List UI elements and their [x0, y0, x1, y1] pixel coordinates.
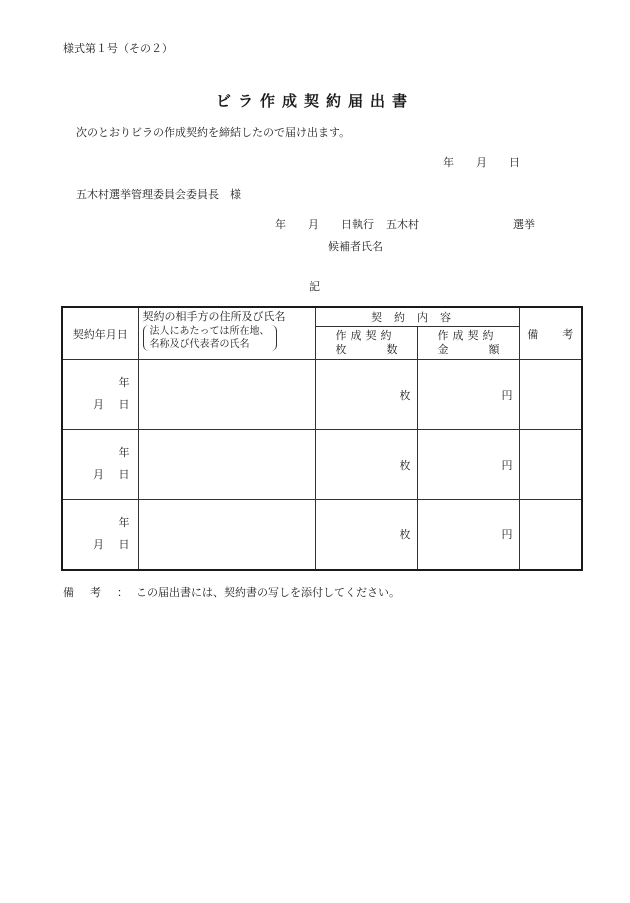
row-month-label: 月 [93, 468, 104, 481]
row-amount-cell: 円 [417, 430, 519, 500]
header-count-char-a: 枚 [335, 343, 347, 356]
row-year-label: 年 [118, 446, 130, 459]
row-party-cell [138, 500, 315, 570]
header-amount-char-b: 額 [488, 343, 500, 356]
row-party-cell [138, 360, 315, 430]
election-execution-line [275, 216, 535, 232]
row-day-label: 日 [118, 468, 130, 481]
row-remarks-cell [519, 430, 582, 500]
header-amount-char-a: 金 [437, 343, 449, 356]
footnote-label-char-b: 考 [90, 586, 101, 599]
header-count-line1: 作成契約 [335, 329, 396, 342]
row-date-cell [62, 500, 138, 570]
row-remarks-cell [519, 500, 582, 570]
header-count-char-b: 数 [386, 343, 398, 356]
row-remarks-cell [519, 360, 582, 430]
date-year-label: 年 [443, 156, 454, 169]
header-party-note-line2: 名称及び代表者の氏名 [149, 339, 250, 350]
submission-date [443, 154, 520, 170]
date-day-label: 日 [509, 156, 520, 169]
row-count-cell: 枚 [315, 500, 417, 570]
footnote-colon: ： [117, 586, 128, 599]
row-count-cell: 枚 [315, 360, 417, 430]
footnote-label-char-a: 備 [63, 586, 74, 599]
header-count [315, 327, 417, 360]
row-amount-cell: 円 [417, 360, 519, 430]
row-amount-cell: 円 [417, 500, 519, 570]
footnote-text: この届出書には、契約書の写しを添付してください。 [136, 586, 400, 599]
ki-marker: 記 [309, 280, 320, 293]
header-party [138, 307, 315, 360]
row-party-cell [138, 430, 315, 500]
header-contract-content: 契約内容 [315, 307, 519, 327]
header-party-label: 契約の相手方の住所及び氏名 [142, 310, 286, 323]
header-remarks-char-a: 備 [527, 327, 539, 341]
row-day-label: 日 [118, 398, 130, 411]
exec-year-label: 年 [275, 218, 286, 231]
row-day-label: 日 [118, 538, 130, 551]
form-number: 様式第１号（その２） [63, 42, 173, 55]
intro-text: 次のとおりビラの作成契約を締結したので届け出ます。 [76, 126, 351, 139]
village-name: 五木村 [386, 218, 419, 231]
header-contract-date: 契約年月日 [62, 307, 138, 360]
recipient: 五木村選挙管理委員会委員長 様 [76, 188, 241, 201]
row-year-label: 年 [118, 376, 130, 389]
election-label: 選挙 [513, 218, 535, 231]
header-remarks-char-b: 考 [562, 327, 574, 341]
row-month-label: 月 [93, 538, 104, 551]
candidate-name-label: 候補者氏名 [328, 240, 383, 253]
date-month-label: 月 [476, 156, 487, 169]
footnote [63, 584, 400, 600]
header-party-note-line1: 法人にあたっては所在地、 [149, 326, 270, 337]
header-amount [417, 327, 519, 360]
row-count-cell: 枚 [315, 430, 417, 500]
document-title: ビラ作成契約届出書 [215, 92, 414, 110]
exec-month-label: 月 [308, 218, 319, 231]
exec-day-label: 日執行 [341, 218, 374, 231]
header-count-line2 [336, 343, 417, 357]
table-row [62, 500, 582, 570]
header-amount-line1: 作成契約 [437, 329, 498, 342]
header-remarks [519, 307, 582, 360]
row-date-cell [62, 430, 138, 500]
table-row [62, 360, 582, 430]
row-date-cell [62, 360, 138, 430]
row-month-label: 月 [93, 398, 104, 411]
contract-table [61, 306, 583, 571]
row-year-label: 年 [118, 516, 130, 529]
header-amount-line2 [438, 343, 519, 357]
table-row [62, 430, 582, 500]
header-party-note [143, 325, 277, 351]
